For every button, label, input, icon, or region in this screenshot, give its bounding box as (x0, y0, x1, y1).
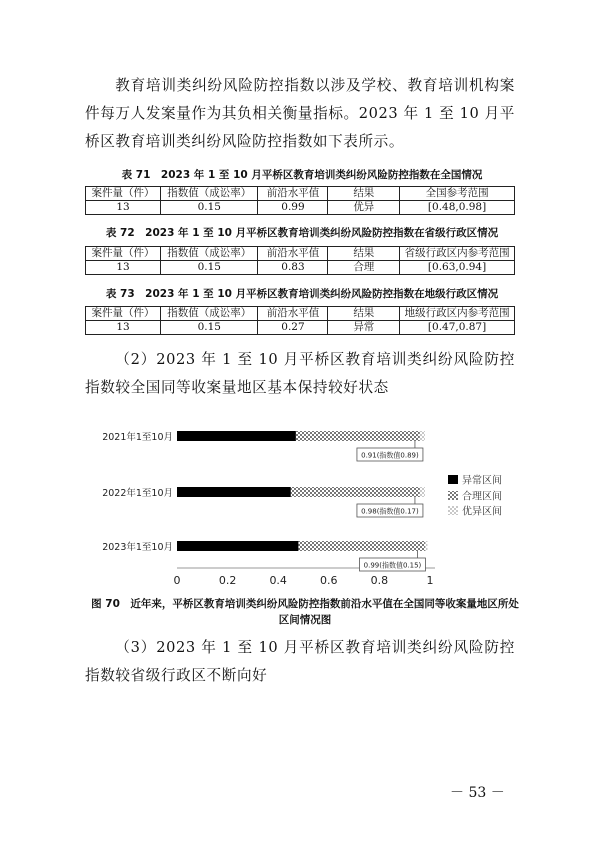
table-header-cell: 结果 (328, 187, 400, 201)
bar-segment-0 (177, 431, 296, 441)
category-label: 2023年1至10月 (102, 542, 173, 553)
legend-label: 合理区间 (462, 491, 502, 503)
table-header-cell: 前沿水平值 (258, 187, 328, 201)
x-tick-label: 0.2 (218, 574, 237, 587)
x-tick-label: 0.8 (370, 574, 389, 587)
table-73 (85, 306, 515, 335)
table-cell: [0.63,0.94] (400, 261, 515, 275)
bar-segment-1 (296, 431, 420, 441)
table-cell: 0.15 (161, 321, 258, 335)
bar-segment-2 (425, 541, 428, 551)
table-cell: [0.47,0.87] (400, 321, 515, 335)
table-header-cell: 全国参考范围 (400, 187, 515, 201)
bar-segment-0 (177, 541, 298, 551)
table-cell: 0.15 (161, 201, 258, 215)
table-cell: [0.48,0.98] (400, 201, 515, 215)
table-cell: 13 (86, 321, 161, 335)
bar-segment-1 (291, 487, 420, 497)
table-71 (85, 186, 515, 215)
table-header-cell: 前沿水平值 (258, 247, 328, 261)
page-number: － 53 － (450, 785, 505, 801)
intro-paragraph: 教育培训类纠纷风险防控指数以涉及学校、教育培训机构案件每万人发案量作为其负相关衡量指标。2023 年 1 至 10 月平桥区教育培训类纠纷风险防控指数如下表所示。 (85, 77, 515, 150)
table-header-cell: 前沿水平值 (258, 307, 328, 321)
table-header-cell: 结果 (328, 307, 400, 321)
legend-label: 异常区间 (462, 475, 502, 487)
table-72 (85, 246, 515, 275)
legend-swatch-2 (448, 506, 458, 515)
category-label: 2021年1至10月 (102, 432, 173, 443)
table-cell: 13 (86, 261, 161, 275)
table-cell: 优异 (328, 201, 400, 215)
x-tick-label: 1 (426, 574, 434, 587)
table-cell: 0.99 (258, 201, 328, 215)
table-header-cell: 结果 (328, 247, 400, 261)
annotation-label: 0.91(指数值0.89) (361, 451, 419, 460)
table-cell: 13 (86, 201, 161, 215)
table-header-cell: 省级行政区内参考范围 (400, 247, 515, 261)
table-header-cell: 案件量（件） (86, 187, 161, 201)
table-cell: 异常 (328, 321, 400, 335)
x-tick-label: 0.6 (320, 574, 338, 587)
table-cell: 0.27 (258, 321, 328, 335)
table-header-cell: 指数值（成讼率） (161, 307, 258, 321)
legend-swatch-0 (448, 475, 458, 484)
bar-segment-2 (420, 487, 425, 497)
annotation-label: 0.99(指数值0.15) (363, 561, 422, 570)
bar-segment-1 (298, 541, 425, 551)
legend-swatch-1 (448, 491, 458, 500)
bar-segment-0 (177, 487, 291, 497)
x-tick-label: 0.4 (269, 574, 287, 587)
figure-caption: 图 70 近年来，平桥区教育培训类纠纷风险防控指数前沿水平值在全国同等收案量地区所处区间情况图 (91, 598, 519, 626)
table-header-cell: 指数值（成讼率） (161, 187, 258, 201)
x-tick-label: 0 (173, 574, 181, 587)
category-label: 2022年1至10月 (102, 488, 173, 499)
table-header-cell: 案件量（件） (86, 247, 161, 261)
legend-label: 优异区间 (462, 506, 502, 518)
table-cell: 0.83 (258, 261, 328, 275)
table-cell: 合理 (328, 261, 400, 275)
bar-segment-2 (420, 431, 425, 441)
section-heading-2: （2）2023 年 1 至 10 月平桥区教育培训类纠纷风险防控指数较全国同等收案量地区基本保持较好状态 (85, 351, 515, 396)
table-72-caption: 表 72 2023 年 1 至 10 月平桥区教育培训类纠纷风险防控指数在省级行政区情况 (105, 227, 499, 239)
table-header-cell: 指数值（成讼率） (161, 247, 258, 261)
table-header-cell: 案件量（件） (86, 307, 161, 321)
section-heading-3: （3）2023 年 1 至 10 月平桥区教育培训类纠纷风险防控指数较省级行政区不断向好 (85, 639, 515, 684)
annotation-label: 0.98(指数值0.17) (361, 507, 419, 516)
table-71-caption: 表 71 2023 年 1 至 10 月平桥区教育培训类纠纷风险防控指数在全国情况 (121, 169, 483, 181)
interval-chart (0, 398, 600, 598)
table-cell: 0.15 (161, 261, 258, 275)
table-header-cell: 地级行政区内参考范围 (400, 307, 515, 321)
table-73-caption: 表 73 2023 年 1 至 10 月平桥区教育培训类纠纷风险防控指数在地级行政区情况 (105, 288, 499, 300)
